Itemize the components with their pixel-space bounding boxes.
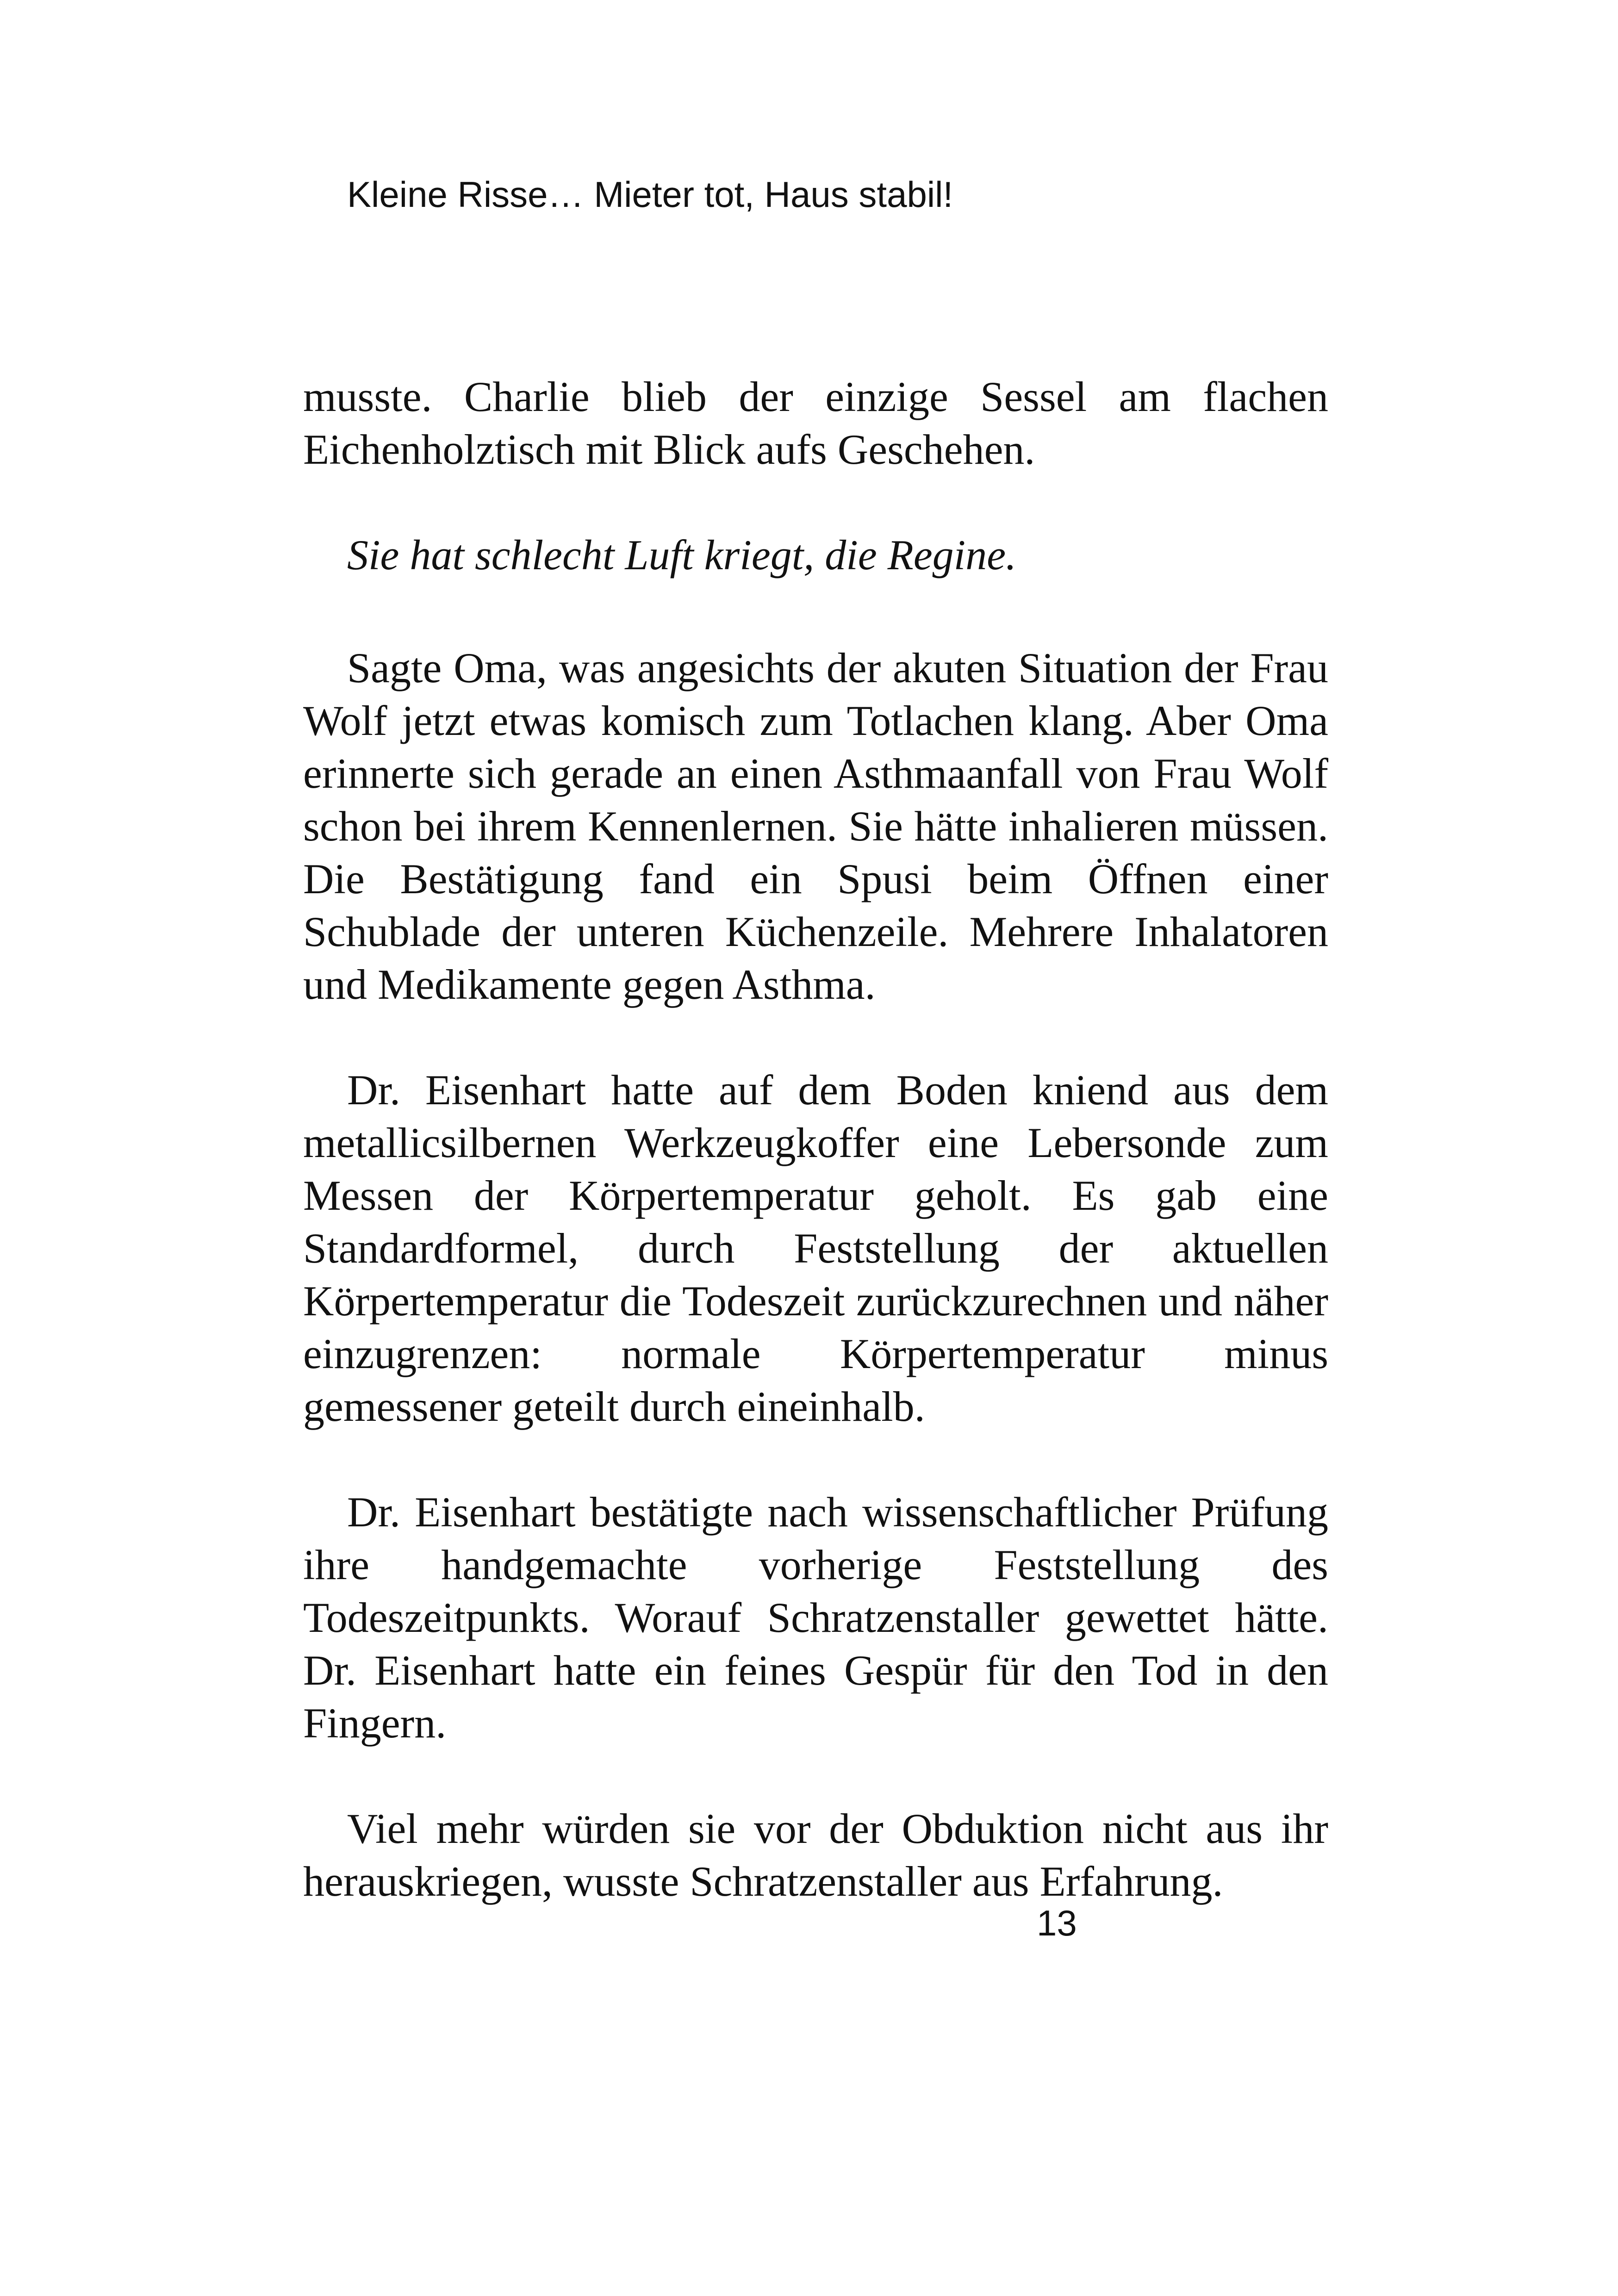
paragraph-italic-quote: Sie hat schlecht Luft kriegt, die Regine. xyxy=(347,531,1017,579)
body-text xyxy=(303,370,1328,1960)
paragraph-continuation: musste. Charlie blieb der einzige Sessel am flachen Eichenholztisch mit Blick aufs Geschehen. xyxy=(303,373,1328,473)
paragraph: Viel mehr würden sie vor der Obduktion nicht aus ihr herauskriegen, wusste Schratzenstaller aus Erfahrung. xyxy=(303,1805,1328,1905)
paragraph: Dr. Eisenhart bestätigte nach wissenschaftlicher Prüfung ihre handgemachte vorherige Feststellung des Todeszeitpunkts. Worauf Schratzenstaller gewettet hätte. Dr. Eisenhart hatte ein feines Gespür für den Tod in den Fingern. xyxy=(303,1488,1328,1747)
paragraph: Sagte Oma, was angesichts der akuten Situation der Frau Wolf jetzt etwas komisch zum Totlachen klang. Aber Oma erinnerte sich gerade an einen Asthmaanfall von Frau Wolf schon bei ihrem Kennenlernen. Sie hätte inhalieren müssen. Die Bestätigung fand ein Spusi beim Öffnen einer Schublade der unteren Küchenzeile. Mehrere Inhalatoren und Medikamente gegen Asthma. xyxy=(303,644,1328,1008)
page-number: 13 xyxy=(1037,1903,1077,1943)
running-header: Kleine Risse… Mieter tot, Haus stabil! xyxy=(347,174,953,215)
paragraph: Dr. Eisenhart hatte auf dem Boden kniend aus dem metallicsilbernen Werkzeugkoffer eine Lebersonde zum Messen der Körpertemperatur geholt. Es gab eine Standardformel, durch Feststellung der aktuellen Körpertemperatur die Todeszeit zurückzurechnen und näher einzugrenzen: normale Körpertemperatur minus gemessener geteilt durch eineinhalb. xyxy=(303,1066,1328,1430)
